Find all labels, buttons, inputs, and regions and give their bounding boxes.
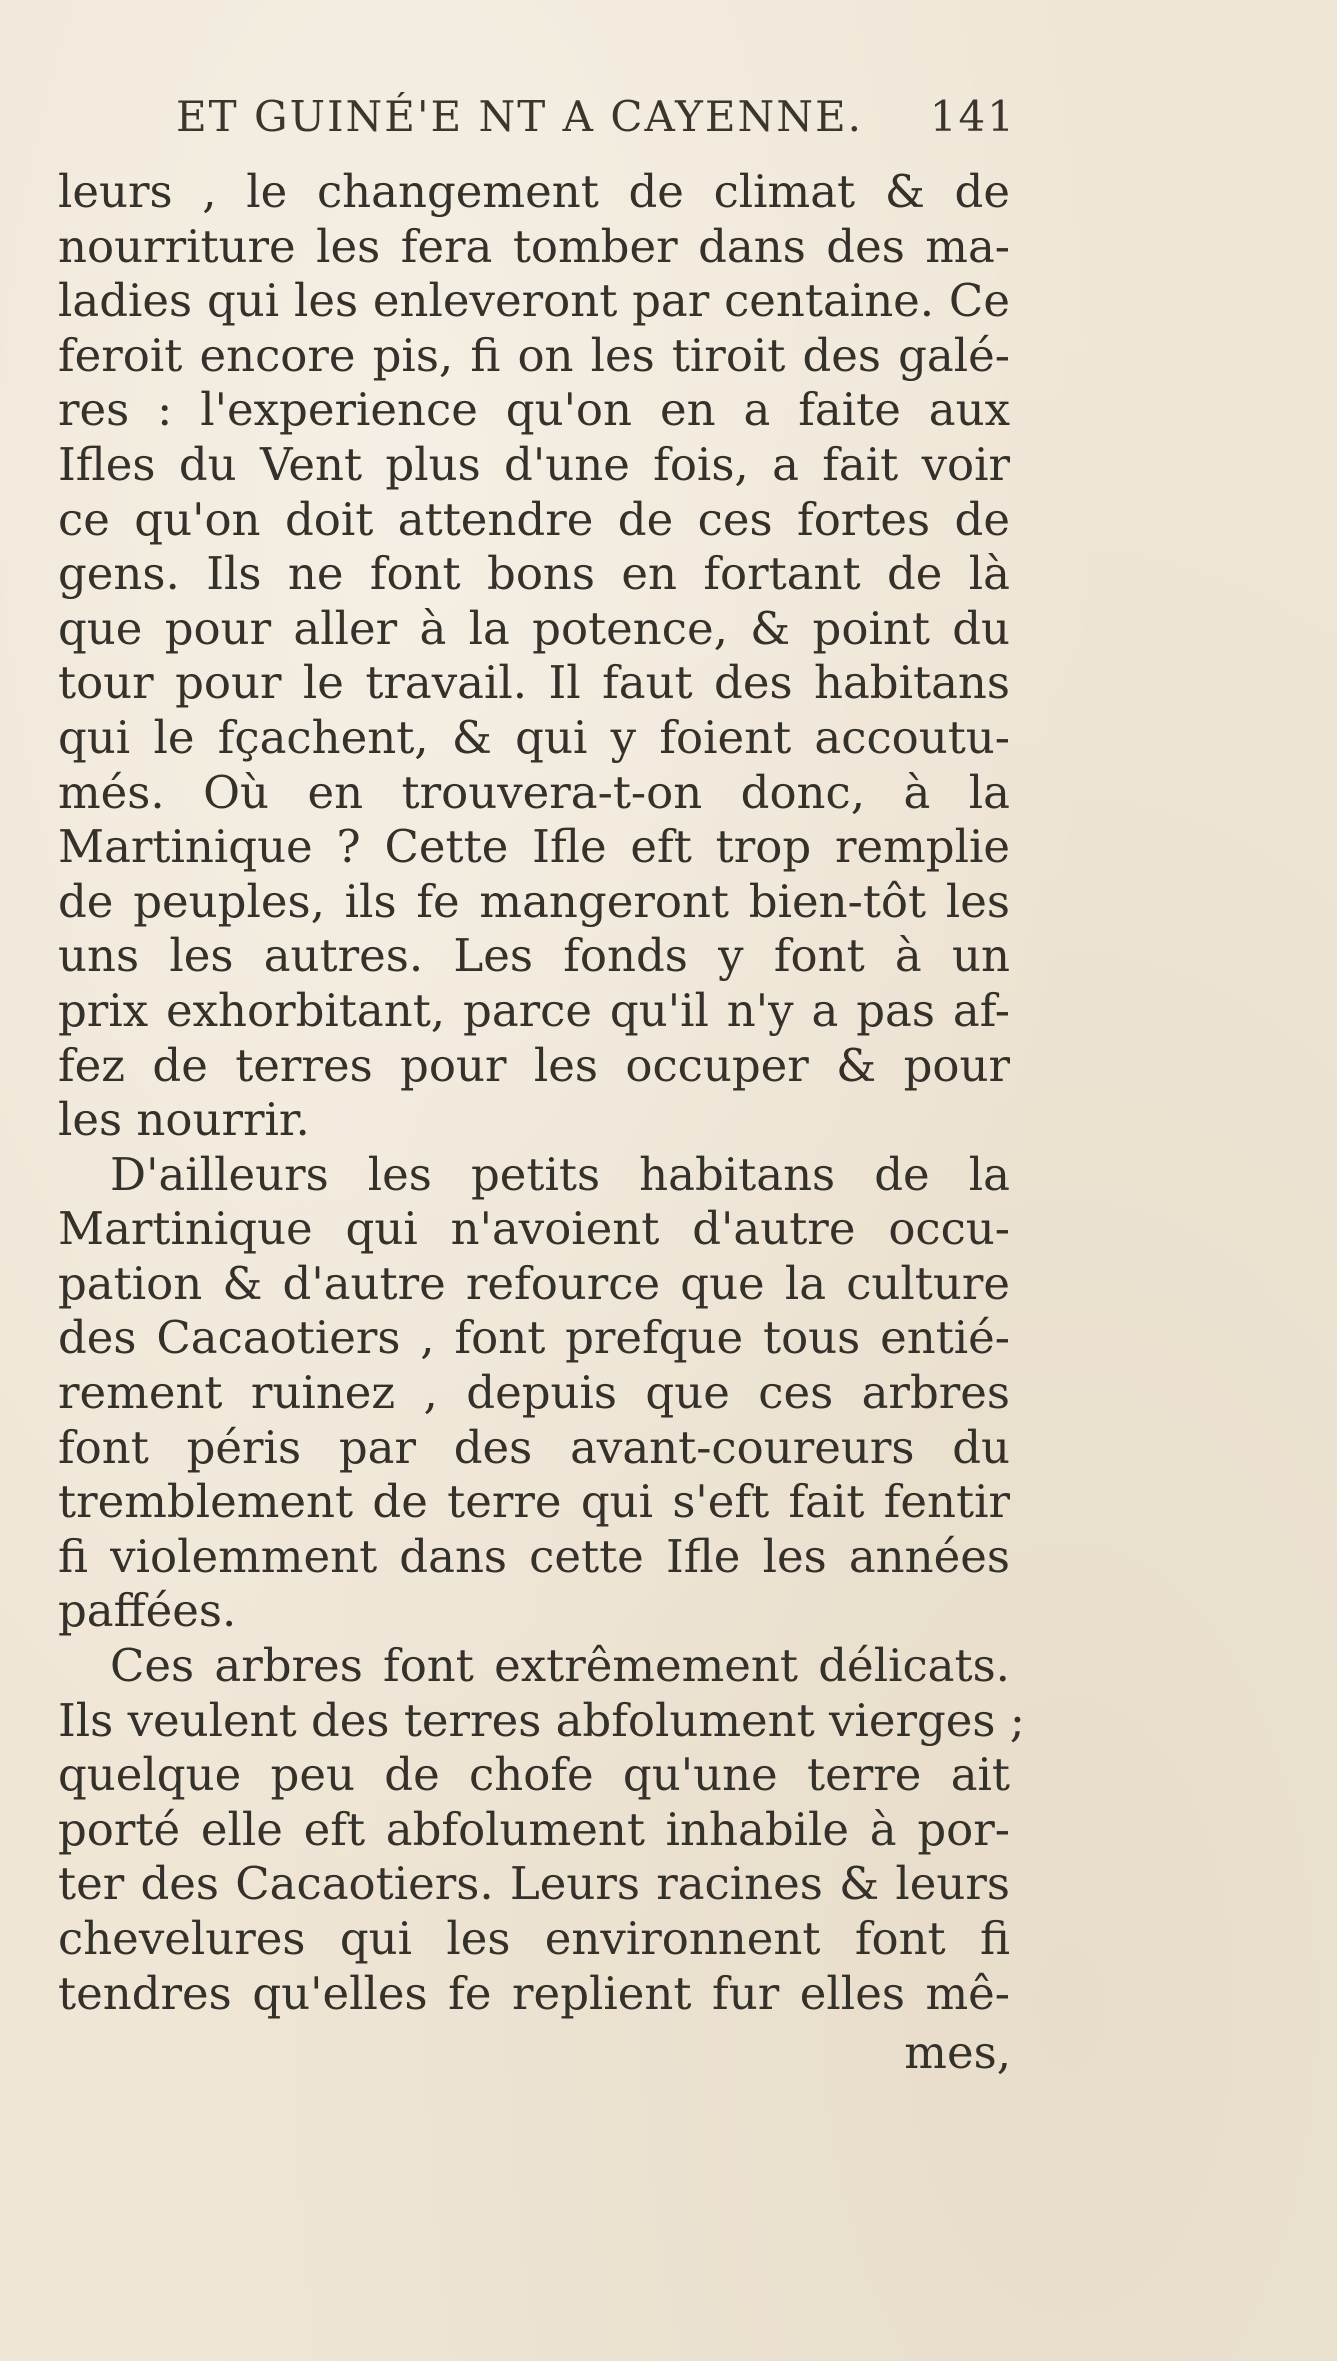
text-line: Ifles du Vent plus d'une fois, a fait voir bbox=[58, 437, 1010, 491]
text-line: les nourrir. bbox=[58, 1093, 310, 1147]
text-line: rement ruinez , depuis que ces arbres bbox=[58, 1366, 1010, 1420]
text-line: Martinique ? Cette Ifle eft trop remplie bbox=[58, 820, 1010, 874]
text-line: font péris par des avant-coureurs du bbox=[58, 1420, 1010, 1474]
text-line: uns les autres. Les fonds y font à un bbox=[58, 929, 1010, 983]
text-line: quelque peu de chofe qu'une terre ait bbox=[58, 1748, 1010, 1802]
page-number: 141 bbox=[929, 92, 1016, 141]
text-line: qui le fçachent, & qui y foient accoutu- bbox=[58, 710, 1010, 764]
text-line: fi violemment dans cette Ifle les années bbox=[58, 1529, 1010, 1583]
text-line: que pour aller à la potence, & point du bbox=[58, 601, 1010, 655]
text-line: des Cacaotiers , font prefque tous entié- bbox=[58, 1311, 1010, 1365]
text-line: paffées. bbox=[58, 1584, 237, 1638]
text-line: gens. Ils ne font bons en fortant de là bbox=[58, 547, 1010, 601]
text-line: de peuples, ils fe mangeront bien-tôt les bbox=[58, 874, 1010, 928]
running-head: ET GUINÉ'E NT A CAYENNE. bbox=[176, 92, 863, 141]
text-line: tour pour le travail. Il faut des habitans bbox=[58, 656, 1010, 710]
catchword: mes, bbox=[904, 2026, 1011, 2079]
text-line: D'ailleurs les petits habitans de la bbox=[110, 1147, 1010, 1201]
text-line: tremblement de terre qui s'eft fait fentir bbox=[58, 1475, 1010, 1529]
text-line: chevelures qui les environnent font fi bbox=[58, 1912, 1010, 1965]
text-line: més. Où en trouvera-t-on donc, à la bbox=[58, 765, 1010, 819]
text-line: ter des Cacaotiers. Leurs racines & leurs bbox=[58, 1857, 1010, 1911]
text-line: tendres qu'elles fe replient fur elles mê- bbox=[58, 1966, 1010, 2020]
text-line: nourriture les fera tomber dans des ma- bbox=[58, 219, 1010, 273]
text-line: res : l'experience qu'on en a faite aux bbox=[58, 383, 1010, 437]
body-text bbox=[58, 165, 1025, 2021]
text-line: fez de terres pour les occuper & pour bbox=[58, 1038, 1010, 1092]
text-line: Ils veulent des terres abfolument vierges ; bbox=[58, 1693, 1025, 1747]
text-line: feroit encore pis, fi on les tiroit des galé- bbox=[58, 328, 1010, 382]
text-line: porté elle eft abfolument inhabile à por- bbox=[58, 1802, 1010, 1856]
text-line: Martinique qui n'avoient d'autre occu- bbox=[58, 1202, 1010, 1256]
text-line: leurs , le changement de climat & de bbox=[58, 165, 1010, 218]
text-line: Ces arbres font extrêmement délicats. bbox=[110, 1639, 1010, 1693]
text-line: ladies qui les enleveront par centaine. Ce bbox=[58, 274, 1010, 328]
text-line: prix exhorbitant, parce qu'il n'y a pas af- bbox=[58, 983, 1010, 1037]
page-header bbox=[176, 92, 1016, 148]
text-line: pation & d'autre refource que la culture bbox=[58, 1256, 1010, 1310]
text-line: ce qu'on doit attendre de ces fortes de bbox=[58, 492, 1010, 546]
